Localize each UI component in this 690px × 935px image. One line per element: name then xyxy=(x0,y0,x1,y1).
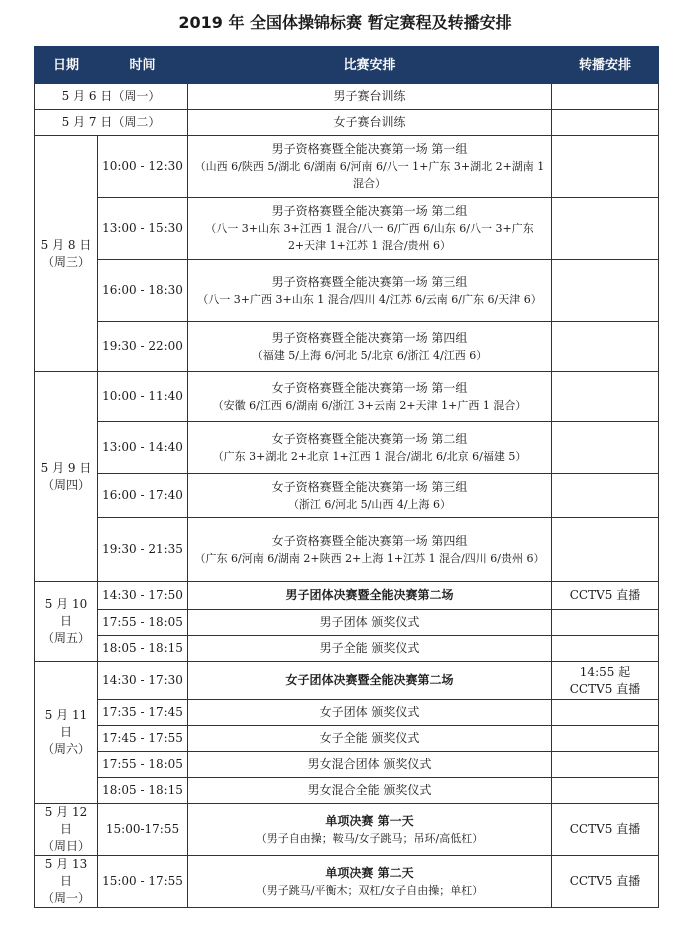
time-cell: 17:55 - 18:05 xyxy=(98,752,188,778)
event-cell xyxy=(188,322,552,372)
table-row xyxy=(35,700,659,726)
time-cell: 16:00 - 17:40 xyxy=(98,474,188,518)
table-row xyxy=(35,110,659,136)
table-row xyxy=(35,610,659,636)
time-cell: 15:00 - 17:55 xyxy=(98,856,188,908)
event-title: 男女混合团体 颁奖仪式 xyxy=(307,757,432,771)
time-cell: 14:30 - 17:50 xyxy=(98,582,188,610)
broadcast-cell xyxy=(552,84,659,110)
broadcast-cell xyxy=(552,518,659,582)
table-row xyxy=(35,752,659,778)
event-title: 单项决赛 第一天 xyxy=(325,813,414,828)
event-cell xyxy=(188,422,552,474)
table-row xyxy=(35,662,659,700)
broadcast-cell xyxy=(552,422,659,474)
broadcast-cell xyxy=(552,636,659,662)
time-cell: 10:00 - 11:40 xyxy=(98,372,188,422)
broadcast-cell xyxy=(552,110,659,136)
broadcast-cell xyxy=(552,372,659,422)
event-detail: （广东 3+湖北 2+北京 1+江西 1 混合/湖北 6/北京 6/福建 5） xyxy=(212,449,527,463)
event-title: 男女混合全能 颁奖仪式 xyxy=(307,783,432,797)
event-cell xyxy=(188,474,552,518)
event-title: 女子全能 颁奖仪式 xyxy=(319,731,420,745)
event-title: 女子团体 颁奖仪式 xyxy=(319,705,420,719)
event-detail: （安徽 6/江西 6/湖南 6/浙江 3+云南 2+天津 1+广西 1 混合） xyxy=(212,398,527,412)
event-detail: （浙江 6/河北 5/山西 4/上海 6） xyxy=(287,497,452,511)
table-row xyxy=(35,136,659,198)
time-cell: 18:05 - 18:15 xyxy=(98,778,188,804)
event-title: 女子团体决赛暨全能决赛第二场 xyxy=(285,673,454,687)
event-detail: （八一 3+山东 3+江西 1 混合/八一 6/广西 6/山东 6/八一 3+广东 2+天津 1+江苏 1 混合/贵州 6） xyxy=(205,222,534,252)
broadcast-cell: 14:55 起 CCTV5 直播 xyxy=(552,662,659,700)
table-row xyxy=(35,260,659,322)
broadcast-cell xyxy=(552,610,659,636)
event-title: 男子团体决赛暨全能决赛第二场 xyxy=(285,588,454,602)
event-cell xyxy=(188,136,552,198)
date-cell: 5 月 9 日 （周四） xyxy=(35,372,98,582)
event-cell xyxy=(188,260,552,322)
event-cell xyxy=(188,110,552,136)
header-time: 时间 xyxy=(98,47,188,84)
broadcast-cell: CCTV5 直播 xyxy=(552,582,659,610)
event-cell xyxy=(188,582,552,610)
header-event: 比赛安排 xyxy=(188,47,552,84)
date-cell: 5 月 12 日 （周日） xyxy=(35,804,98,856)
date-cell: 5 月 7 日（周二） xyxy=(35,110,188,136)
event-cell xyxy=(188,610,552,636)
time-cell: 14:30 - 17:30 xyxy=(98,662,188,700)
event-title: 女子资格赛暨全能决赛第一场 第三组 xyxy=(271,479,468,494)
time-cell: 17:55 - 18:05 xyxy=(98,610,188,636)
event-title: 男子资格赛暨全能决赛第一场 第二组 xyxy=(271,204,468,218)
broadcast-cell xyxy=(552,322,659,372)
time-cell: 17:45 - 17:55 xyxy=(98,726,188,752)
event-title: 女子赛台训练 xyxy=(333,115,406,129)
event-title: 单项决赛 第二天 xyxy=(325,865,414,880)
broadcast-cell xyxy=(552,198,659,260)
event-detail: （山西 6/陕西 5/湖北 6/湖南 6/河南 6/八一 1+广东 3+湖北 2+湖南 1 混合） xyxy=(194,160,545,190)
table-row xyxy=(35,636,659,662)
table-row xyxy=(35,804,659,856)
event-cell xyxy=(188,518,552,582)
event-cell xyxy=(188,662,552,700)
event-cell xyxy=(188,804,552,856)
event-detail: （福建 5/上海 6/河北 5/北京 6/浙江 4/江西 6） xyxy=(251,348,488,362)
event-title: 男子全能 颁奖仪式 xyxy=(319,641,420,655)
event-title: 男子赛台训练 xyxy=(333,89,406,103)
time-cell: 13:00 - 14:40 xyxy=(98,422,188,474)
table-row xyxy=(35,582,659,610)
broadcast-cell xyxy=(552,700,659,726)
event-title: 男子资格赛暨全能决赛第一场 第一组 xyxy=(271,142,468,156)
broadcast-cell xyxy=(552,752,659,778)
event-title: 女子资格赛暨全能决赛第一场 第一组 xyxy=(271,380,468,395)
table-row xyxy=(35,84,659,110)
time-cell: 17:35 - 17:45 xyxy=(98,700,188,726)
event-cell xyxy=(188,856,552,908)
event-cell xyxy=(188,700,552,726)
time-cell: 16:00 - 18:30 xyxy=(98,260,188,322)
event-cell xyxy=(188,84,552,110)
time-cell: 19:30 - 22:00 xyxy=(98,322,188,372)
broadcast-cell xyxy=(552,778,659,804)
broadcast-cell xyxy=(552,260,659,322)
event-cell xyxy=(188,778,552,804)
event-cell xyxy=(188,372,552,422)
time-cell: 15:00-17:55 xyxy=(98,804,188,856)
time-cell: 18:05 - 18:15 xyxy=(98,636,188,662)
table-row xyxy=(35,372,659,422)
event-cell xyxy=(188,752,552,778)
event-title: 男子资格赛暨全能决赛第一场 第四组 xyxy=(271,330,468,345)
table-row xyxy=(35,856,659,908)
broadcast-cell xyxy=(552,474,659,518)
event-detail: （男子自由操；鞍马/女子跳马；吊环/高低杠） xyxy=(255,831,484,845)
time-cell: 13:00 - 15:30 xyxy=(98,198,188,260)
header-row xyxy=(35,47,659,84)
date-cell: 5 月 6 日（周一） xyxy=(35,84,188,110)
event-title: 女子资格赛暨全能决赛第一场 第四组 xyxy=(271,533,468,548)
schedule-table xyxy=(34,46,659,908)
table-row xyxy=(35,518,659,582)
event-detail: （八一 3+广西 3+山东 1 混合/四川 4/江苏 6/云南 6/广东 6/天津 6） xyxy=(197,292,542,306)
date-cell: 5 月 13 日 （周一） xyxy=(35,856,98,908)
event-detail: （男子跳马/平衡木；双杠/女子自由操；单杠） xyxy=(255,883,484,897)
event-title: 男子资格赛暨全能决赛第一场 第三组 xyxy=(271,274,468,289)
event-cell xyxy=(188,198,552,260)
table-row xyxy=(35,474,659,518)
date-cell: 5 月 10 日 （周五） xyxy=(35,582,98,662)
date-cell: 5 月 8 日 （周三） xyxy=(35,136,98,372)
table-row xyxy=(35,322,659,372)
table-row xyxy=(35,778,659,804)
broadcast-cell: CCTV5 直播 xyxy=(552,804,659,856)
time-cell: 19:30 - 21:35 xyxy=(98,518,188,582)
event-detail: （广东 6/河南 6/湖南 2+陕西 2+上海 1+江苏 1 混合/四川 6/贵州 6） xyxy=(194,551,545,565)
table-row xyxy=(35,198,659,260)
event-cell xyxy=(188,726,552,752)
header-broadcast: 转播安排 xyxy=(552,47,659,84)
time-cell: 10:00 - 12:30 xyxy=(98,136,188,198)
broadcast-cell xyxy=(552,726,659,752)
broadcast-cell: CCTV5 直播 xyxy=(552,856,659,908)
table-row xyxy=(35,726,659,752)
broadcast-cell xyxy=(552,136,659,198)
event-title: 女子资格赛暨全能决赛第一场 第二组 xyxy=(271,431,468,446)
page-title: 2019 年 全国体操锦标赛 暂定赛程及转播安排 xyxy=(178,13,512,32)
date-cell: 5 月 11 日 （周六） xyxy=(35,662,98,804)
table-row xyxy=(35,422,659,474)
event-title: 男子团体 颁奖仪式 xyxy=(319,615,420,629)
header-date: 日期 xyxy=(35,47,98,84)
event-cell xyxy=(188,636,552,662)
